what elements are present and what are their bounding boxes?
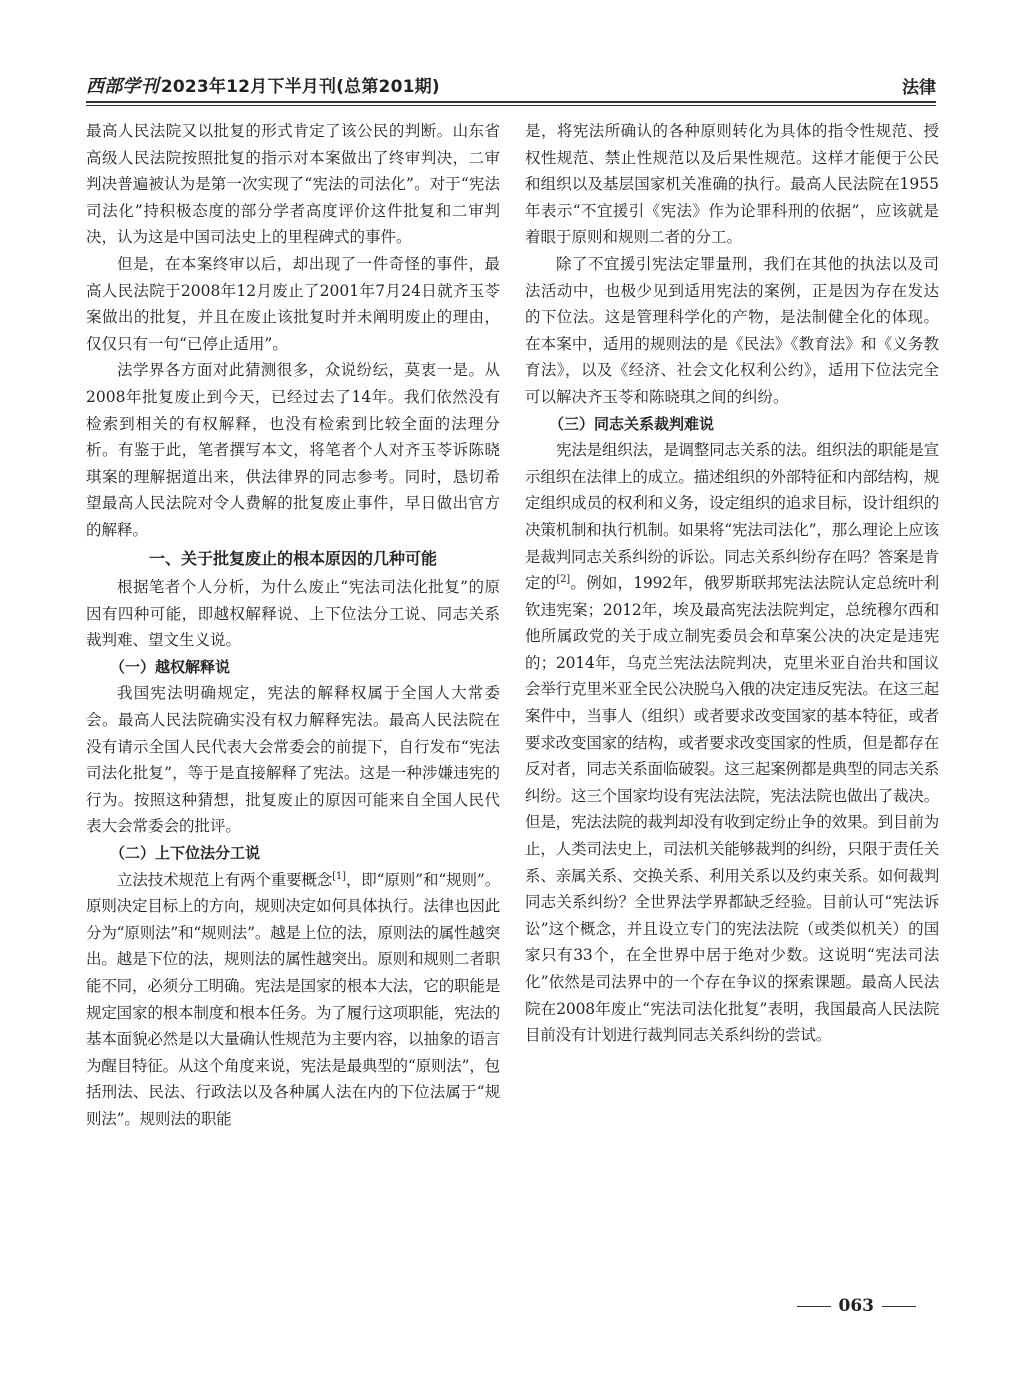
page-number-text: 063: [838, 1296, 874, 1316]
text-run: 宪法是组织法，是调整同志关系的法。组织法的职能是宣示组织在法律上的成立。描述组织的外部特征和内部结构，规定组织成员的权利和义务，设定组织的追求目标，设计组织的决策机制和执行机制。如果将“宪法司法化”，那么理论上应该是裁判同志关系纠纷的诉讼。同志关系纠纷存在吗？答案是肯定的: [525, 441, 939, 593]
left-column: [86, 118, 500, 1133]
journal-logo: 西部学刊: [86, 76, 159, 97]
header-rule-thick: [86, 101, 936, 103]
journal-issue: [86, 72, 440, 98]
citation-ref[interactable]: [2]: [556, 573, 570, 585]
dash-left: [797, 1306, 831, 1307]
paragraph: 法学界各方面对此猜测很多，众说纷纭，莫衷一是。从2008年批复废止到今天，已经过去了14年。我们依然没有检索到相关的有权解释，也没有检索到比较全面的法理分析。有鉴于此，笔者撰写本文，将笔者个人对齐玉苓诉陈晓琪案的理解据道出来，供法律界的同志参考。同时，恳切希望最高人民法院对令人费解的批复废止事件，早日做出官方的解释。: [86, 361, 500, 539]
text-run: ，即“原则”和“规则”。原则决定目标上的方向，规则决定如何具体执行。法律也因此分为“原则法”和“规则法”。越是上位的法，原则法的属性越突出。越是下位的法，规则法的属性越突出。原则和规则二者职能不同，必须分工明确。宪法是国家的根本大法，它的职能是规定国家的根本制度和根本任务。为了履行这项职能，宪法的基本面貌必然是以大量确认性规范为主要内容，以抽象的语言为醒目特征。从这个角度来说，宪法是最典型的“原则法”，包括刑法、民法、行政法以及各种属人法在内的下位法属于“规则法”。规则法的职能: [86, 870, 500, 1128]
section-heading: 一、关于批复废止的根本原因的几种可能: [148, 548, 437, 568]
paragraph: 我国宪法明确规定，宪法的解释权属于全国人大常委会。最高人民法院确实没有权力解释宪法。最高人民法院在没有请示全国人民代表大会常委会的前提下，自行发布“宪法司法化批复”，等于是直接解释了宪法。这是一种涉嫌违宪的行为。按照这种猜想，批复废止的原因可能来自全国人民代表大会常委会的批评。: [86, 684, 500, 836]
text-run: 。例如，1992年，俄罗斯联邦宪法法院认定总统叶利钦违宪案；2012年，埃及最高宪法法院判定，总统穆尔西和他所属政党的关于成立制宪委员会和草案公决的决定是违宪的；2014年，乌克兰宪法法院判决，克里米亚自治共和国议会举行克里米亚全民公决脱乌入俄的决定违反宪法。在这三起案件中，当事人（组织）或者要求改变国家的基本特征，或者要求改变国家的结构，或者要求改变国家的性质，但是都存在反对者，同志关系面临破裂。这三起案例都是典型的同志关系纠纷。这三个国家均设有宪法法院，宪法法院也做出了裁决。但是，宪法法院的裁判却没有收到定纷止争的效果。到目前为止，人类司法史上，司法机关能够裁判的纠纷，只限于责任关系、亲属关系、交换关系、利用关系以及约束关系。如何裁判同志关系纠纷？全世界法学界都缺乏经验。目前认可“宪法诉讼”这个概念，并且设立专门的宪法法院（或类似机关）的国家只有33个，在全世界中居于绝对少数。这说明“宪法司法化”依然是司法界中的一个存在争议的探索课题。最高人民法院在2008年废止“宪法司法化批复”表明，我国最高人民法院目前没有计划进行裁判同志关系纠纷的尝试。: [525, 574, 939, 1045]
paragraph: 除了不宜援引宪法定罪量刑，我们在其他的执法以及司法活动中，也极少见到适用宪法的案例，正是因为存在发达的下位法。这是管理科学化的产物，是法制健全化的体现。在本案中，适用的规则法的是《民法》《教育法》和《义务教育法》，以及《经济、社会文化权利公约》，适用下位法完全可以解决齐玉苓和陈晓琪之间的纠纷。: [525, 254, 939, 406]
paragraph: [86, 867, 500, 1133]
paragraph: 是，将宪法所确认的各种原则转化为具体的指令性规范、授权性规范、禁止性规范以及后果性规范。这样才能便于公民和组织以及基层国家机关准确的执行。最高人民法院在1955年表示“不宜援引《宪法》作为论罪科刑的依据”，应该就是着眼于原则和规则二者的分工。: [525, 122, 939, 247]
text-run: 立法技术规范上有两个重要概念: [117, 870, 333, 889]
section-name: 法律: [902, 78, 936, 98]
subsection-heading: （三）同志关系裁判难说: [549, 414, 715, 433]
header-rule-thin: [86, 105, 936, 106]
issue-info: 2023年12月下半月刊(总第201期): [160, 77, 440, 97]
paragraph: [525, 437, 939, 1049]
subsection-heading: （二）上下位法分工说: [110, 844, 261, 863]
paragraph: 但是，在本案终审以后，却出现了一件奇怪的事件，最高人民法院于2008年12月废止了2001年7月24日就齐玉苓案做出的批复，并且在废止该批复时并未阐明废止的理由，仅仅只有一句“已停止适用”。: [86, 254, 500, 353]
page-header: [86, 70, 936, 98]
right-column: [525, 118, 939, 1049]
citation-ref[interactable]: [1]: [332, 870, 346, 882]
dash-right: [882, 1306, 916, 1307]
page-number: [789, 1296, 925, 1316]
paragraph: 最高人民法院又以批复的形式肯定了该公民的判断。山东省高级人民法院按照批复的指示对本案做出了终审判决，二审判决普遍被认为是第一次实现了“宪法的司法化”。对于“宪法司法化”持积极态度的部分学者高度评价这件批复和二审判决，认为这是中国司法史上的里程碑式的事件。: [86, 122, 500, 247]
subsection-heading: （一）越权解释说: [110, 657, 231, 676]
paragraph: 根据笔者个人分析，为什么废止“宪法司法化批复”的原因有四种可能，即越权解释说、上下位法分工说、同志关系裁判难、望文生义说。: [86, 578, 500, 650]
